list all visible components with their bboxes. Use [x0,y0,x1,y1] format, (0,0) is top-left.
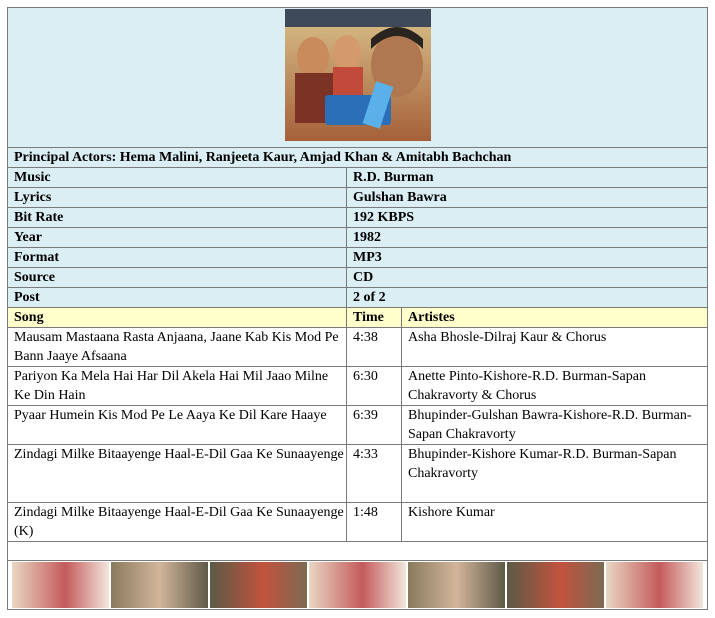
info-row-format [8,248,708,268]
cover-row [8,8,708,148]
song-title: Mausam Mastaana Rasta Anjaana, Jaane Kab Kis Mod Pe Bann Jaaye Afsaana [8,328,347,367]
film-still-image [12,562,111,608]
song-time: 6:39 [347,406,402,445]
photo-strip-row [8,561,708,610]
song-time: 4:33 [347,445,402,503]
song-row [8,406,708,445]
info-label: Lyrics [8,188,347,208]
song-artistes: Bhupinder-Gulshan Bawra-Kishore-R.D. Burman-Sapan Chakravorty [402,406,708,445]
album-cover-image [285,9,431,141]
blank-row [8,542,708,561]
photo-strip [12,562,703,608]
song-artistes: Anette Pinto-Kishore-R.D. Burman-Sapan Chakravorty & Chorus [402,367,708,406]
film-still-image [507,562,606,608]
film-still-image [111,562,210,608]
principal-actors: Principal Actors: Hema Malini, Ranjeeta Kaur, Amjad Khan & Amitabh Bachchan [8,148,708,168]
album-info-document [7,7,707,610]
info-label: Year [8,228,347,248]
song-artistes: Asha Bhosle-Dilraj Kaur & Chorus [402,328,708,367]
info-row-bit-rate [8,208,708,228]
song-artistes: Bhupinder-Kishore Kumar-R.D. Burman-Sapan Chakravorty [402,445,708,503]
info-label: Source [8,268,347,288]
info-row-post [8,288,708,308]
info-value: R.D. Burman [347,168,708,188]
info-label: Bit Rate [8,208,347,228]
song-time: 1:48 [347,503,402,542]
info-value: 1982 [347,228,708,248]
film-still-image [210,562,309,608]
song-title: Pariyon Ka Mela Hai Har Dil Akela Hai Mil Jaao Milne Ke Din Hain [8,367,347,406]
song-artistes: Kishore Kumar [402,503,708,542]
film-still-image [309,562,408,608]
info-value: 192 KBPS [347,208,708,228]
album-info-table [7,7,708,610]
header-song: Song [8,308,347,328]
info-value: Gulshan Bawra [347,188,708,208]
info-label: Music [8,168,347,188]
song-row [8,328,708,367]
song-title: Pyaar Humein Kis Mod Pe Le Aaya Ke Dil Kare Haaye [8,406,347,445]
song-title: Zindagi Milke Bitaayenge Haal-E-Dil Gaa Ke Sunaayenge (K) [8,503,347,542]
info-row-source [8,268,708,288]
info-label: Format [8,248,347,268]
song-title: Zindagi Milke Bitaayenge Haal-E-Dil Gaa Ke Sunaayenge [8,445,347,503]
info-value: MP3 [347,248,708,268]
song-time: 6:30 [347,367,402,406]
info-row-year [8,228,708,248]
info-row-lyrics [8,188,708,208]
film-still-image [606,562,703,608]
song-time: 4:38 [347,328,402,367]
info-value: CD [347,268,708,288]
info-value: 2 of 2 [347,288,708,308]
song-row [8,503,708,542]
info-label: Post [8,288,347,308]
film-still-image [408,562,507,608]
info-row-music [8,168,708,188]
header-artistes: Artistes [402,308,708,328]
song-row [8,445,708,503]
header-time: Time [347,308,402,328]
blank-cell [8,542,708,561]
song-table-header [8,308,708,328]
song-row [8,367,708,406]
